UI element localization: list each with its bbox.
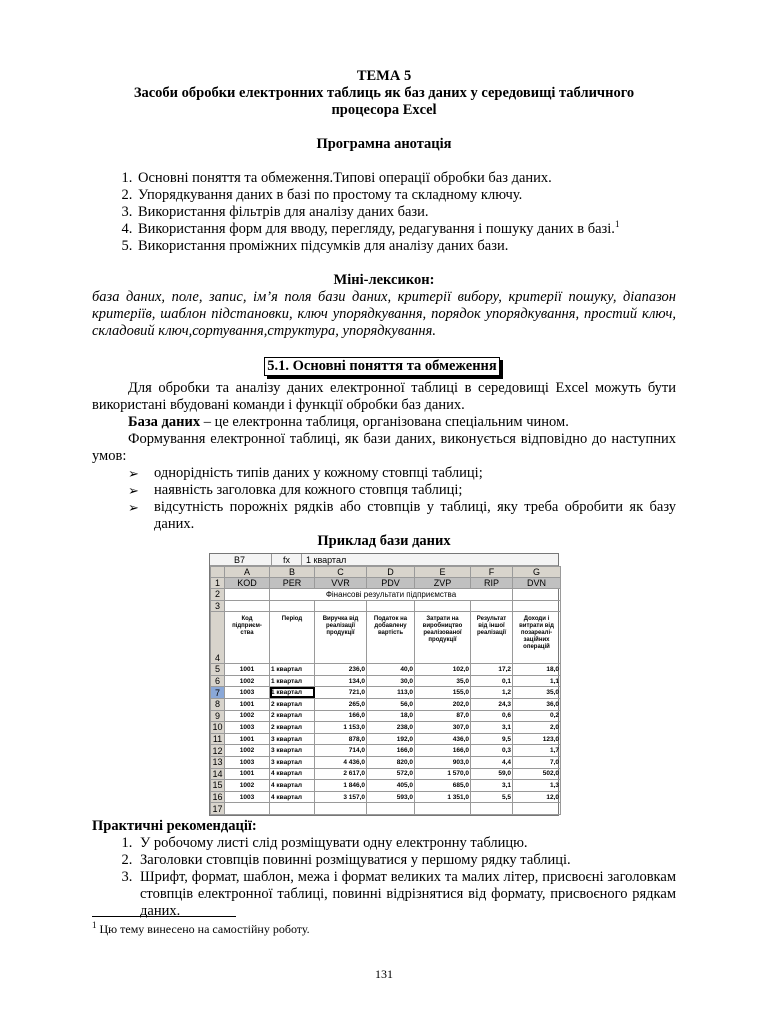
table-cell[interactable]: 307,0 — [415, 722, 471, 734]
table-row — [211, 687, 561, 699]
outline-item: 5. Використання проміжних підсумків для аналізу даних бази. — [136, 238, 676, 255]
field-name-cell[interactable]: ZVP — [415, 578, 471, 589]
table-cell[interactable]: 2,0 — [513, 722, 561, 734]
table-cell[interactable]: 1 570,0 — [415, 768, 471, 780]
row-header[interactable]: 2 — [211, 589, 225, 601]
table-cell[interactable]: 1002 — [225, 745, 270, 757]
cell[interactable] — [225, 600, 270, 612]
table-cell[interactable]: 40,0 — [367, 664, 415, 676]
table-cell[interactable]: 35,0 — [513, 687, 561, 699]
table-cell[interactable]: 1001 — [225, 698, 270, 710]
table-title-cell[interactable]: Фінансові результати підприємства — [270, 589, 513, 601]
select-all-corner[interactable] — [211, 567, 225, 578]
table-cell[interactable]: 134,0 — [315, 675, 367, 687]
row-header[interactable]: 16 — [212, 792, 223, 803]
table-cell[interactable]: 1003 — [225, 791, 270, 803]
cell[interactable] — [315, 600, 367, 612]
table-row — [211, 710, 561, 722]
table-cell[interactable]: 2 квартал — [270, 698, 315, 710]
table-cell[interactable]: 1,3 — [513, 780, 561, 792]
conditions-list — [128, 465, 676, 533]
field-name-cell[interactable]: PDV — [367, 578, 415, 589]
table-cell[interactable]: 1002 — [225, 780, 270, 792]
condition-item: ➢ наявність заголовка для кожного стовпця таблиці; — [128, 482, 463, 498]
table-cell[interactable]: 1 квартал — [270, 687, 315, 699]
cell[interactable] — [471, 803, 513, 815]
condition-item: ➢ відсутність порожніх рядків або стовпців у таблиці, яку треба обробити як базу даних. — [128, 499, 676, 532]
row-header[interactable]: 1 — [211, 578, 225, 589]
table-row — [211, 722, 561, 734]
empty-row — [211, 803, 561, 815]
footnote-separator — [92, 916, 236, 917]
table-title-row — [211, 589, 561, 601]
column-header[interactable]: D — [367, 567, 415, 578]
cell[interactable] — [513, 589, 561, 601]
db-term: База даних — [128, 414, 201, 430]
formula-value[interactable]: 1 квартал — [306, 555, 347, 565]
table-cell[interactable]: 1,2 — [471, 687, 513, 699]
table-cell[interactable]: 4,4 — [471, 756, 513, 768]
table-cell[interactable]: 166,0 — [315, 710, 367, 722]
column-header[interactable]: A — [225, 567, 270, 578]
topic-title: Засоби обробки електронних таблиць як баз даних у середовищі табличного процесора Excel — [133, 85, 635, 118]
table-cell[interactable]: 820,0 — [367, 756, 415, 768]
row-header[interactable]: 9 — [211, 710, 225, 722]
cell[interactable] — [367, 803, 415, 815]
table-cell[interactable]: 17,2 — [471, 664, 513, 676]
arrow-bullet-icon: ➢ — [128, 483, 139, 498]
recommendation-item: 1. У робочому листі слід розміщувати одну електронну таблицю. — [136, 835, 676, 852]
table-cell[interactable]: 87,0 — [415, 710, 471, 722]
table-cell[interactable]: 30,0 — [367, 675, 415, 687]
cell[interactable] — [513, 600, 561, 612]
table-cell[interactable]: 155,0 — [415, 687, 471, 699]
table-cell[interactable]: 166,0 — [367, 745, 415, 757]
table-cell[interactable]: 238,0 — [367, 722, 415, 734]
field-name-cell[interactable]: DVN — [513, 578, 561, 589]
table-cell[interactable]: 502,0 — [513, 768, 561, 780]
table-row — [211, 768, 561, 780]
table-cell[interactable]: 685,0 — [415, 780, 471, 792]
table-cell[interactable]: 1,7 — [513, 745, 561, 757]
table-cell[interactable]: 36,0 — [513, 698, 561, 710]
table-cell[interactable]: 3 квартал — [270, 733, 315, 745]
cell[interactable] — [315, 803, 367, 815]
annotation-title: Програмна анотація — [316, 136, 452, 152]
header-cell[interactable]: Код підприєм-ства — [225, 612, 270, 664]
recommendations-list — [118, 835, 676, 920]
table-cell[interactable]: 878,0 — [315, 733, 367, 745]
table-cell[interactable]: 1001 — [225, 664, 270, 676]
recommendation-item: 2. Заголовки стовпців повинні розміщуватися у першому рядку таблиці. — [136, 852, 676, 869]
footnote-ref[interactable]: 1 — [614, 219, 620, 230]
table-cell[interactable]: 3 157,0 — [315, 791, 367, 803]
cell[interactable] — [415, 600, 471, 612]
cell[interactable] — [225, 803, 270, 815]
cell[interactable] — [471, 600, 513, 612]
table-cell[interactable]: 0,1 — [471, 675, 513, 687]
practical-title: Практичні рекомендації: — [92, 817, 257, 834]
table-cell[interactable]: 1003 — [225, 687, 270, 699]
table-cell[interactable]: 12,0 — [513, 791, 561, 803]
outline-item: 4. Використання форм для вводу, перегляду, редагування і пошуку даних в базі.$^1$ — [136, 221, 676, 238]
column-header[interactable]: B — [270, 567, 315, 578]
table-cell[interactable]: 1 153,0 — [315, 722, 367, 734]
table-cell[interactable]: 3 квартал — [270, 756, 315, 768]
table-cell[interactable]: 1 квартал — [270, 664, 315, 676]
arrow-bullet-icon: ➢ — [128, 500, 139, 515]
row-header[interactable]: 6 — [211, 675, 225, 687]
table-cell[interactable]: 113,0 — [367, 687, 415, 699]
document-page — [92, 68, 676, 920]
footnote-mark: 1 — [92, 920, 97, 930]
column-header[interactable]: C — [315, 567, 367, 578]
table-cell[interactable]: 192,0 — [367, 733, 415, 745]
table-row — [211, 698, 561, 710]
footnote-text: Цю тему винесено на самостійну роботу. — [96, 922, 310, 936]
table-cell[interactable]: 7,0 — [513, 756, 561, 768]
field-names-row — [211, 578, 561, 589]
data-rows — [211, 664, 561, 803]
name-box[interactable]: B7 — [210, 554, 272, 565]
row-header[interactable]: 17 — [212, 803, 223, 814]
example-title: Приклад бази даних — [317, 533, 451, 549]
header-cell[interactable]: Податок на добавлену вартість — [367, 612, 415, 664]
column-header[interactable]: F — [471, 567, 513, 578]
page-number: 131 — [375, 967, 393, 981]
header-cell[interactable]: Затрати на виробництво реалізованої продукції — [415, 612, 471, 664]
spreadsheet-grid — [210, 566, 561, 815]
table-cell[interactable]: 102,0 — [415, 664, 471, 676]
cell[interactable] — [415, 803, 471, 815]
cell[interactable] — [225, 589, 270, 601]
row-header[interactable]: 3 — [211, 600, 225, 612]
cell[interactable] — [513, 803, 561, 815]
footnote — [92, 922, 310, 936]
formula-bar — [210, 554, 558, 566]
table-cell[interactable]: 59,0 — [471, 768, 513, 780]
field-name-cell[interactable]: KOD — [225, 578, 270, 589]
table-row — [211, 791, 561, 803]
table-cell[interactable]: 3,1 — [471, 722, 513, 734]
table-cell[interactable]: 166,0 — [415, 745, 471, 757]
table-cell[interactable]: 18,0 — [367, 710, 415, 722]
row-header[interactable]: 8 — [211, 698, 225, 710]
empty-row — [211, 600, 561, 612]
cell[interactable] — [270, 803, 315, 815]
table-cell[interactable]: 265,0 — [315, 698, 367, 710]
table-cell[interactable]: 903,0 — [415, 756, 471, 768]
column-header-row — [211, 567, 561, 578]
excel-screenshot — [209, 553, 559, 816]
row-header[interactable]: 13 — [212, 757, 223, 768]
row-header[interactable]: 5 — [211, 664, 225, 676]
table-row — [211, 675, 561, 687]
header-cell[interactable]: Доходи і витрати від позареалі-заційних операцій — [513, 612, 561, 664]
cell[interactable] — [270, 600, 315, 612]
arrow-bullet-icon: ➢ — [128, 466, 139, 481]
table-cell[interactable]: 24,3 — [471, 698, 513, 710]
table-row — [211, 745, 561, 757]
table-cell[interactable]: 405,0 — [367, 780, 415, 792]
table-cell[interactable]: 35,0 — [415, 675, 471, 687]
field-name-cell[interactable]: RIP — [471, 578, 513, 589]
table-cell[interactable]: 721,0 — [315, 687, 367, 699]
outline-item: 2. Упорядкування даних в базі по простому та складному ключу. — [136, 187, 676, 204]
table-cell[interactable]: 1 квартал — [270, 675, 315, 687]
section-heading: 5.1. Основні поняття та обмеження — [264, 357, 500, 376]
row-header[interactable]: 4 — [211, 612, 225, 664]
table-cell[interactable]: 714,0 — [315, 745, 367, 757]
outline-item: 3. Використання фільтрів для аналізу даних бази. — [136, 204, 676, 221]
table-cell[interactable]: 2 квартал — [270, 710, 315, 722]
table-cell[interactable]: 0,2 — [513, 710, 561, 722]
table-cell[interactable]: 123,0 — [513, 733, 561, 745]
conditions-paragraph: Формування електронної таблиці, як бази даних, виконується відповідно до наступних умов: — [92, 431, 676, 464]
table-cell[interactable]: 1003 — [225, 756, 270, 768]
intro-paragraph: Для обробки та аналізу даних електронної таблиці в середовищі Excel можуть бути використані вбудовані команди і функції обробки баз даних. — [92, 380, 676, 413]
table-cell[interactable]: 236,0 — [315, 664, 367, 676]
table-cell[interactable]: 5,5 — [471, 791, 513, 803]
header-cell[interactable]: Виручка від реалізації продукції — [315, 612, 367, 664]
table-cell[interactable]: 3 квартал — [270, 745, 315, 757]
table-cell[interactable]: 4 квартал — [270, 768, 315, 780]
row-header[interactable]: 12 — [212, 745, 223, 756]
lexicon-title: Міні-лексикон: — [333, 272, 435, 288]
table-cell[interactable]: 4 квартал — [270, 791, 315, 803]
table-cell[interactable]: 4 квартал — [270, 780, 315, 792]
table-row — [211, 756, 561, 768]
table-cell[interactable]: 1003 — [225, 722, 270, 734]
recommendation-item: 3. Шрифт, формат, шаблон, межа і формат великих та малих літер, присвоєні заголовкам стовпців електронної таблиці, повинні відрізнятися від формату, присвоєного рядкам даних. — [136, 869, 676, 920]
row-header[interactable]: 15 — [212, 780, 223, 791]
table-row — [211, 780, 561, 792]
table-cell[interactable]: 1002 — [225, 710, 270, 722]
lexicon-text: база даних, поле, запис, ім’я поля бази даних, критерії вибору, критерії пошуку, діапазон критеріїв, шаблон підстановки, ключ упорядкування, порядок упорядкування, простий ключ, складовий ключ,сортування,структура, упорядкування. — [92, 289, 676, 339]
row-header[interactable]: 11 — [211, 733, 225, 745]
table-cell[interactable]: 572,0 — [367, 768, 415, 780]
condition-item: ➢ однорідність типів даних у кожному стовпці таблиці; — [128, 465, 483, 481]
field-name-cell[interactable]: PER — [270, 578, 315, 589]
table-cell[interactable]: 436,0 — [415, 733, 471, 745]
table-cell[interactable]: 1,1 — [513, 675, 561, 687]
header-cell[interactable]: Період — [270, 612, 315, 664]
header-cell[interactable]: Результат від іншої реалізації — [471, 612, 513, 664]
table-cell[interactable]: 3,1 — [471, 780, 513, 792]
table-cell[interactable]: 1001 — [225, 733, 270, 745]
row-header[interactable]: 7 — [211, 687, 225, 699]
table-cell[interactable]: 1001 — [225, 768, 270, 780]
column-header[interactable]: E — [415, 567, 471, 578]
table-row — [211, 664, 561, 676]
table-cell[interactable]: 1002 — [225, 675, 270, 687]
section-heading-wrap — [92, 357, 676, 376]
table-cell[interactable]: 56,0 — [367, 698, 415, 710]
table-cell[interactable]: 2 617,0 — [315, 768, 367, 780]
fx-icon[interactable]: fx — [272, 554, 302, 565]
column-titles-row — [211, 612, 561, 664]
column-header[interactable]: G — [513, 567, 561, 578]
table-cell[interactable]: 0,6 — [471, 710, 513, 722]
db-definition: – це електронна таблиця, організована спеціальним чином. — [200, 414, 569, 430]
table-cell[interactable]: 9,5 — [471, 733, 513, 745]
definition-paragraph — [92, 414, 676, 431]
outline-list — [118, 170, 676, 255]
outline-item: 1. Основні поняття та обмеження.Типові операції обробки баз даних. — [136, 170, 676, 187]
table-cell[interactable]: 4 436,0 — [315, 756, 367, 768]
table-cell[interactable]: 18,0 — [513, 664, 561, 676]
cell[interactable] — [367, 600, 415, 612]
table-cell[interactable]: 1 351,0 — [415, 791, 471, 803]
row-header[interactable]: 14 — [212, 768, 223, 779]
table-cell[interactable]: 0,3 — [471, 745, 513, 757]
table-row — [211, 733, 561, 745]
topic-heading: ТЕМА 5 — [356, 68, 412, 84]
row-header[interactable]: 10 — [212, 722, 223, 733]
table-cell[interactable]: 2 квартал — [270, 722, 315, 734]
table-cell[interactable]: 593,0 — [367, 791, 415, 803]
field-name-cell[interactable]: VVR — [315, 578, 367, 589]
table-cell[interactable]: 202,0 — [415, 698, 471, 710]
table-cell[interactable]: 1 846,0 — [315, 780, 367, 792]
